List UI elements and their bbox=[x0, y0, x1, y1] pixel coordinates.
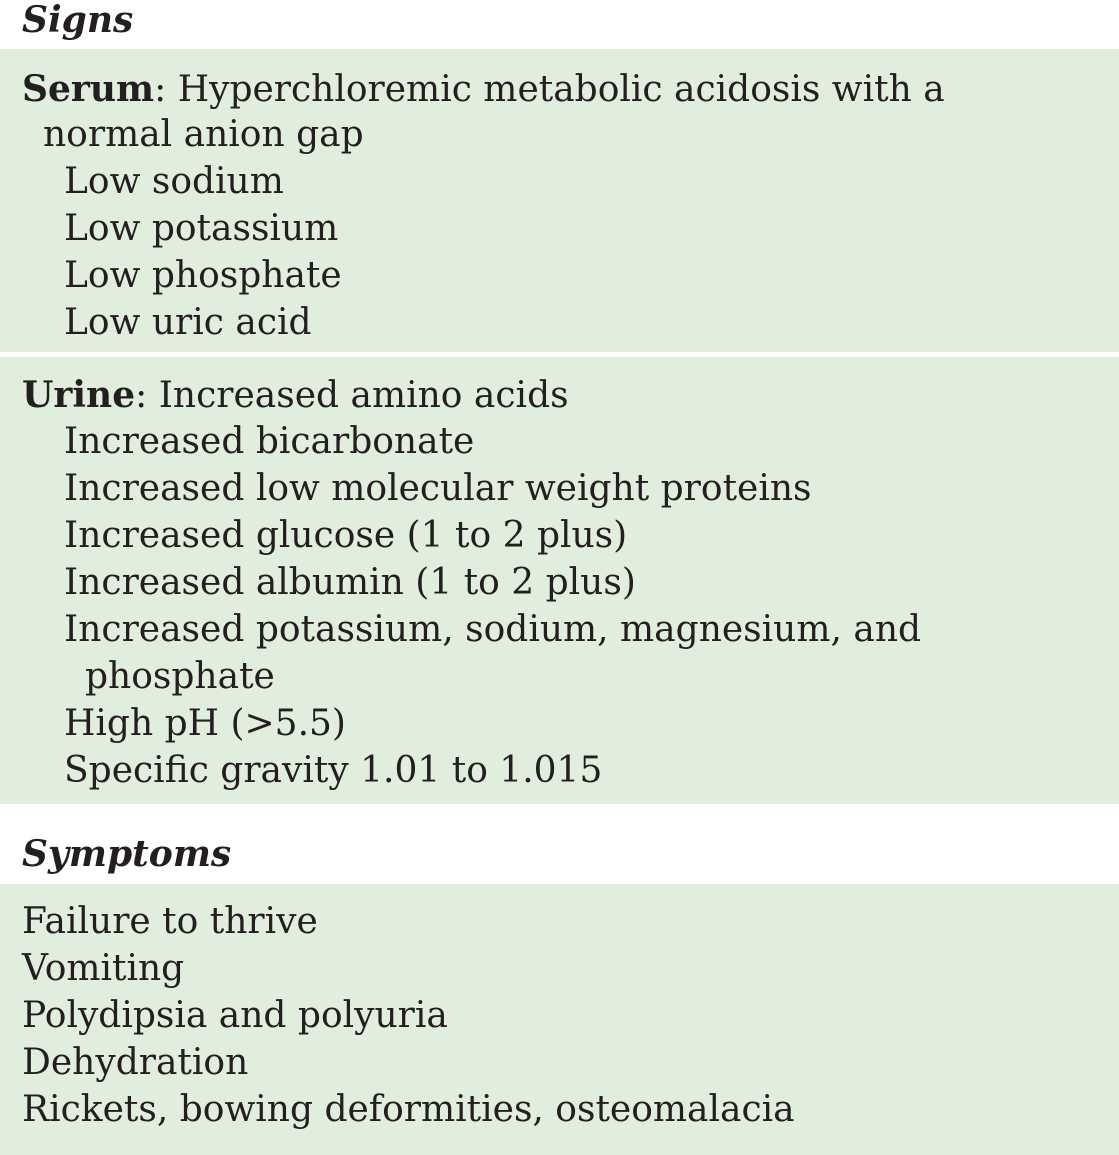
urine-first-line bbox=[22, 372, 569, 419]
symptoms-panel bbox=[0, 884, 1119, 1155]
urine-item: High pH (>5.5) bbox=[64, 703, 346, 744]
serum-panel bbox=[0, 49, 1119, 352]
serum-item: Low uric acid bbox=[64, 302, 312, 343]
urine-item: Increased glucose (1 to 2 plus) bbox=[64, 515, 628, 556]
urine-item-continuation: phosphate bbox=[85, 656, 275, 697]
serum-description: : Hyperchloremic metabolic acidosis with a bbox=[154, 69, 945, 110]
urine-item: Increased albumin (1 to 2 plus) bbox=[64, 562, 636, 603]
serum-label: Serum bbox=[22, 68, 155, 110]
serum-first-line bbox=[22, 66, 945, 113]
symptom-item: Vomiting bbox=[22, 948, 185, 989]
urine-item: Increased potassium, sodium, magnesium, and bbox=[64, 609, 922, 650]
urine-item: Specific gravity 1.01 to 1.015 bbox=[64, 750, 603, 791]
urine-item: Increased low molecular weight proteins bbox=[64, 468, 812, 509]
urine-item: Increased bicarbonate bbox=[64, 421, 475, 462]
serum-item: Low phosphate bbox=[64, 255, 342, 296]
serum-continuation: normal anion gap bbox=[43, 114, 364, 155]
urine-description: : Increased amino acids bbox=[135, 375, 569, 416]
serum-item: Low sodium bbox=[64, 161, 284, 202]
signs-heading: Signs bbox=[22, 0, 134, 41]
symptoms-heading: Symptoms bbox=[22, 833, 232, 875]
symptom-item: Polydipsia and polyuria bbox=[22, 995, 448, 1036]
urine-panel bbox=[0, 357, 1119, 804]
symptom-item: Rickets, bowing deformities, osteomalacia bbox=[22, 1089, 795, 1130]
symptom-item: Dehydration bbox=[22, 1042, 249, 1083]
serum-item: Low potassium bbox=[64, 208, 339, 249]
urine-label: Urine bbox=[22, 374, 136, 416]
symptom-item: Failure to thrive bbox=[22, 901, 318, 942]
